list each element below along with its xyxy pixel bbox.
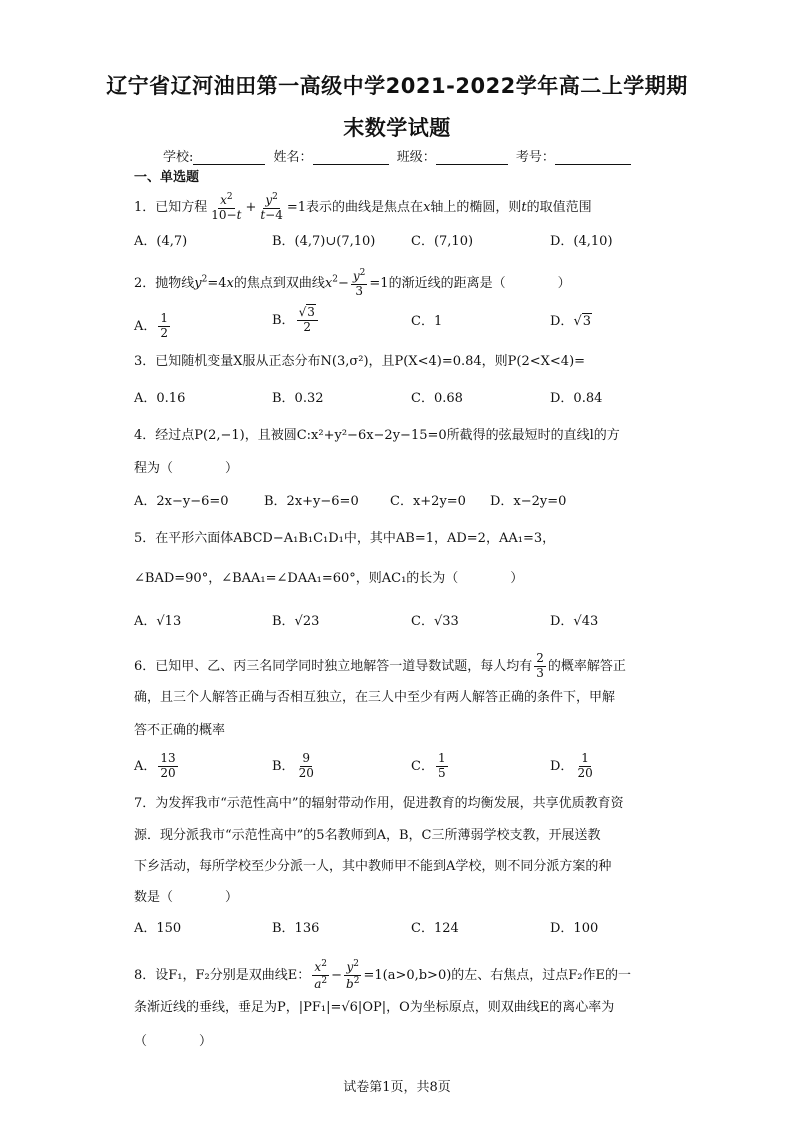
q7-stem-line-4: 数是（ ）: [134, 890, 239, 905]
q5-stem-line-2: ∠BAD=90°，∠BAA₁=∠DAA₁=60°，则AC₁的长为（ ）: [134, 571, 524, 586]
q7-stem-line-1: 7．为发挥我市“示范性高中”的辐射带动作用，促进教育的均衡发展，共享优质教育资: [134, 796, 624, 811]
name-label: 姓名：: [273, 150, 313, 165]
q7-stem-line-2: 源．现分派我市“示范性高中”的5名教师到A，B，C三所薄弱学校支教，开展送教: [134, 828, 601, 843]
q2-option-a[interactable]: A． $\frac{1}{2}$: [134, 311, 169, 340]
q1-option-c[interactable]: C．(7,10): [411, 234, 474, 249]
school-blank[interactable]: [193, 150, 265, 165]
q7-option-c[interactable]: C．124: [411, 921, 459, 936]
q3-option-a[interactable]: A．0.16: [134, 391, 186, 406]
exam-no-label: 考号：: [515, 150, 555, 165]
q4-option-c[interactable]: C．x+2y=0: [390, 494, 466, 509]
q5-option-a[interactable]: A．√13: [134, 614, 182, 629]
q4-option-d[interactable]: D．x−2y=0: [490, 494, 567, 509]
q6-option-c[interactable]: C． $\frac{1}{5}$: [411, 751, 446, 780]
q3-option-d[interactable]: D．0.84: [550, 391, 603, 406]
q5-option-c[interactable]: C．√33: [411, 614, 459, 629]
page-footer: 试卷第1页，共8页: [343, 1080, 451, 1095]
q1-stem: 1．已知方程 $\frac{x^2}{10-t}$ + $\frac{y^2}{t-4}$ =1表示的曲线是焦点在x轴上的椭圆，则t的取值范围: [134, 192, 592, 222]
class-blank[interactable]: [436, 150, 508, 165]
name-blank[interactable]: [313, 150, 389, 165]
school-label: 学校:: [163, 150, 194, 165]
q4-option-b[interactable]: B．2x+y−6=0: [264, 494, 359, 509]
exam-no-blank[interactable]: [555, 150, 631, 165]
class-label: 班级：: [396, 150, 436, 165]
q6-stem-line-1: 6．已知甲、乙、丙三名同学同时独立地解答一道导数试题，每人均有 $\frac{2}{3}$ 的概率解答正: [134, 651, 626, 680]
q1-frac-1: $\frac{x^2}{10-t}$: [211, 192, 242, 222]
q8-stem-line-1: 8．设F₁，F₂分别是双曲线E： $\frac{x^2}{a^2}$ − $\frac{y^2}{b^2}$ =1(a>0,b>0)的左、右焦点，过点F₂作E的一: [134, 959, 632, 991]
q2-stem: 2．抛物线$y^2=4x$的焦点到双曲线$x^2-$ $\frac{y^2}{3}$ =1的渐近线的距离是（ ）: [134, 268, 571, 298]
q1-option-a[interactable]: A．(4,7): [134, 234, 188, 249]
q6-option-a[interactable]: A． $\frac{13}{20}$: [134, 751, 176, 780]
q2-option-d[interactable]: D．√3: [550, 314, 592, 329]
q7-stem-line-3: 下乡活动，每所学校至少分派一人，其中教师甲不能到A学校，则不同分派方案的种: [134, 859, 612, 874]
q5-stem-line-1: 5．在平形六面体ABCD−A₁B₁C₁D₁中，其中AB=1，AD=2，AA₁=3，: [134, 531, 556, 546]
q1-frac-2: $\frac{y^2}{t-4}$: [260, 192, 283, 222]
title-line-1: 辽宁省辽河油田第一高级中学2021-2022学年高二上学期期: [106, 74, 688, 98]
q6-option-b[interactable]: B． $\frac{9}{20}$: [272, 751, 314, 780]
q7-option-b[interactable]: B．136: [272, 921, 320, 936]
q2-frac: $\frac{y^2}{3}$: [352, 268, 366, 298]
q3-option-c[interactable]: C．0.68: [411, 391, 463, 406]
q2-option-b[interactable]: B． $\frac{√3}{2}$: [272, 306, 320, 335]
q7-option-a[interactable]: A．150: [134, 921, 182, 936]
q6-stem-line-3: 答不正确的概率: [134, 723, 226, 738]
q4-option-a[interactable]: A．2x−y−6=0: [134, 494, 229, 509]
q7-option-d[interactable]: D．100: [550, 921, 599, 936]
q6-frac: $\frac{2}{3}$: [536, 651, 544, 680]
q6-stem-line-2: 确，且三个人解答正确与否相互独立，在三人中至少有两人解答正确的条件下，甲解: [134, 690, 616, 705]
q4-stem-line-2: 程为（ ）: [134, 461, 239, 476]
q3-option-b[interactable]: B．0.32: [272, 391, 324, 406]
q1-option-d[interactable]: D．(4,10): [550, 234, 613, 249]
q4-stem-line-1: 4．经过点P(2,−1)，且被圆C:x²+y²−6x−2y−15=0所截得的弦最短时的直线l的方: [134, 428, 620, 443]
student-info-row: [163, 146, 635, 165]
q8-stem-line-2: 条渐近线的垂线，垂足为P，|PF₁|=√6|OP|，O为坐标原点，则双曲线E的离心率为: [134, 1000, 615, 1015]
q2-option-c[interactable]: C．1: [411, 314, 443, 329]
q1-option-b[interactable]: B．(4,7)∪(7,10): [272, 234, 376, 249]
q5-option-d[interactable]: D．√43: [550, 614, 599, 629]
q3-stem: 3．已知随机变量X服从正态分布N(3,σ²)，且P(X<4)=0.84，则P(2<X<4)=: [134, 354, 586, 369]
section-heading: 一、单选题: [134, 170, 200, 185]
q5-option-b[interactable]: B．√23: [272, 614, 320, 629]
title-line-2: 末数学试题: [343, 116, 451, 140]
q8-stem-line-3: （ ）: [134, 1034, 213, 1049]
q6-option-d[interactable]: D． $\frac{1}{20}$: [550, 751, 593, 780]
